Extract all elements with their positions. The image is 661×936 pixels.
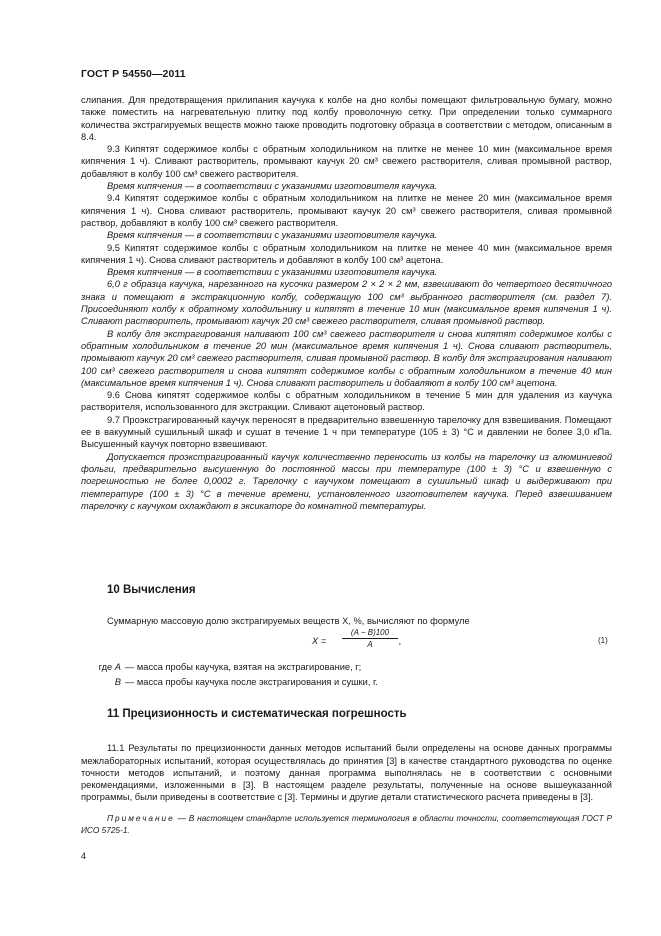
formula-numerator: (A − B)100 bbox=[342, 628, 398, 639]
legend-symbol bbox=[81, 660, 125, 675]
page-number: 4 bbox=[81, 851, 87, 861]
section-11-heading: 11 Прецизионность и систематическая погрешность bbox=[107, 708, 407, 720]
legend-symbol-b: B bbox=[114, 676, 121, 687]
document-header: ГОСТ Р 54550—2011 bbox=[81, 68, 186, 80]
legend-row bbox=[81, 675, 378, 690]
paragraph-alt-drying: Допускается проэкстрагированный каучук количественно переносить из колбы на тарелочку из алюминиевой фольги, предварительно высушенную до постоянной массы при температуре (100 ± 3) °С и взвешенную с погрешностью не более 0,0002 г. Тарелочку с каучуком помещают в сушильный шкаф и выдерживают при температуре (100 ± 3) °С в течение времени, установленного изготовителем каучука. Перед взвешиванием тарелочку с каучуком охлаждают в эксикаторе до комнатной температуры. bbox=[81, 451, 612, 511]
paragraph-note: Время кипячения — в соответствии с указаниями изготовителя каучука. bbox=[107, 230, 438, 241]
paragraph-11-1: 11.1 Результаты по прецизионности данных методов испытаний были определены на основе данных программы межлабораторных испытаний, которая осуществлялась до принятия [3] в качестве стандартного руководства по оценке точности методов испытаний, и поэтому данная программа выполнялась не в соответствии с основными рекомендациями, изложенными в [3]. В настоящем разделе результаты, полученные на основе вышеуказанной программы, были приведены в соответствие с [3]. Термины и другие детали статистического расчета приведены в [3]. bbox=[81, 743, 612, 803]
legend-symbol bbox=[81, 675, 125, 690]
note-text: — В настоящем стандарте используется терминология в области точности, соответствующая ГОСТ Р ИСО 5725-1. bbox=[81, 813, 612, 835]
paragraph-9-3: 9.3 Кипятят содержимое колбы с обратным холодильником на плитке не менее 10 мин (максимальное время кипячения 1 ч). Сливают растворитель, промывают каучук 20 см³ свежего растворителя, сливая промывной раствор, добавляют в колбу 100 см³ свежего растворителя. bbox=[81, 144, 612, 179]
paragraph-9-7: 9.7 Проэкстрагированный каучук переносят в предварительно взвешенную тарелочку для взвешивания. Помещают ее в вакуумный сушильный шкаф и сушат в течение 1 ч при температуре (105 ± 3) °С и давлении не более 3,0 кПа. Высушенный каучук повторно взвешивают. bbox=[81, 414, 612, 450]
formula-intro: Суммарную массовую долю экстрагируемых веществ X, %, вычисляют по формуле bbox=[107, 616, 470, 626]
legend-text: — масса пробы каучука, взятая на экстрагирование, г; bbox=[125, 662, 362, 672]
formula-legend bbox=[81, 660, 378, 689]
note bbox=[81, 813, 612, 835]
formula-fraction bbox=[342, 628, 398, 649]
paragraph-9-4: 9.4 Кипятят содержимое колбы с обратным холодильником на плитке не менее 20 мин (максимальное время кипячения 1 ч). Снова сливают растворитель, промывают каучук 20 см³ свежего растворителя, сливая промывной раствор, добавляют в колбу 100 см³ свежего растворителя. bbox=[81, 193, 612, 228]
formula-lhs: X = bbox=[312, 636, 327, 646]
paragraph-note: Время кипячения — в соответствии с указаниями изготовителя каучука. bbox=[107, 267, 438, 278]
paragraph: слипания. Для предотвращения прилипания каучука к колбе на дно колбы помещают фильтровальную бумагу, можно также поместить на нагревательную плитку под колбу проволочную сетку. При определении только суммарного количества экстрагируемых веществ можно также проводить подготовку образца в соответствии с методом, описанным в 8.4. bbox=[81, 95, 612, 142]
formula-number: (1) bbox=[598, 636, 608, 645]
paragraph-alt-method: В колбу для экстрагирования наливают 100 см³ свежего растворителя и снова кипятят содержимое колбы с обратным холодильником в течение 20 мин (максимальное время кипячения 1 ч). Снова сливают растворитель, промывают каучук 20 см³ свежего растворителя, сливая промывной раствор. В колбу для экстрагирования наливают 100 см³ свежего растворителя и снова кипятят содержимое колбы с обратным холодильником в течение 40 мин (максимальное время кипячения 1 ч). Снова сливают растворитель и добавляют в колбу 100 см³ ацетона. bbox=[81, 328, 612, 388]
paragraph-9-5: 9.5 Кипятят содержимое колбы с обратным холодильником на плитке не менее 40 мин (максимальное время кипячения 1 ч). Снова сливают растворитель и добавляют в колбу 100 см³ ацетона. bbox=[81, 242, 612, 265]
legend-symbol-a: A bbox=[114, 662, 121, 672]
paragraph-alt-method: 6,0 г образца каучука, нарезанного на кусочки размером 2 × 2 × 2 мм, взвешивают до четвертого десятичного знака и помещают в экстракционную колбу, содержащую 100 см³ выбранного растворителя (см. раздел 7). Присоединяют колбу к обратному холодильнику и кипятят в течение 10 мин (максимальное время кипячения 1 ч). Сливают растворитель, промывают каучук 20 см³ свежего растворителя, сливая промывной раствор. bbox=[81, 279, 612, 327]
formula-comma: , bbox=[399, 636, 402, 646]
legend-text: — масса пробы каучука после экстрагирования и сушки, г. bbox=[125, 676, 378, 687]
paragraph-9-6: 9.6 Снова кипятят содержимое колбы с обратным холодильником в течение 5 мин для удаления из каучука растворителя, использованного для экстракции. Сливают ацетоновый раствор. bbox=[81, 390, 612, 413]
formula-denominator: A bbox=[367, 640, 373, 649]
section-10-heading: 10 Вычисления bbox=[107, 584, 196, 596]
note-label: Примечание bbox=[107, 813, 175, 824]
section-9-text bbox=[81, 94, 612, 512]
paragraph-note: Время кипячения — в соответствии с указаниями изготовителя каучука. bbox=[107, 181, 438, 192]
legend-row bbox=[81, 660, 378, 675]
legend-prefix: где bbox=[98, 662, 115, 672]
